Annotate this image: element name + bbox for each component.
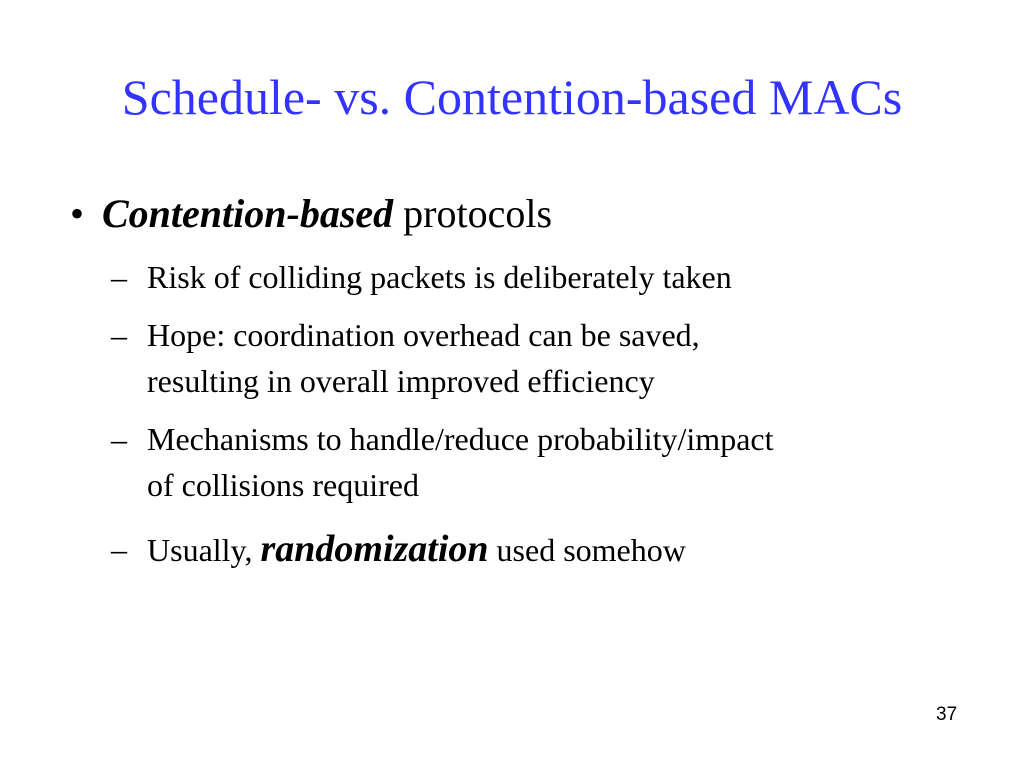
sub-item-text [147,526,686,573]
sub-item-marker: – [111,259,127,295]
sub-item-text [147,254,732,300]
slide-title: Schedule- vs. Contention-based MACs [121,69,903,125]
sub-item-marker: – [111,531,127,567]
sub-item-text [147,312,700,404]
sub-item-suffix: used somehow [488,532,686,568]
sub-item-marker: – [111,317,127,353]
sub-item-line: Hope: coordination overhead can be saved, [147,317,700,353]
sub-item-marker: – [111,421,127,457]
sub-item-line: Risk of colliding packets is deliberately taken [147,259,732,295]
sub-item-line: Mechanisms to handle/reduce probability/impact [147,421,774,457]
sub-item-line: of collisions required [147,467,419,503]
sub-item-prefix: Usually, [147,532,261,568]
bullet-emphasis: Contention-based [102,191,394,236]
sub-item-text [147,416,773,508]
randomization-emphasis: randomization [260,528,489,570]
sub-item-line: resulting in overall improved efficiency [147,363,655,399]
bullet-rest: protocols [393,191,553,236]
bullet-marker: • [70,191,85,236]
page-number: 37 [936,704,958,725]
bullet-text [102,188,552,240]
